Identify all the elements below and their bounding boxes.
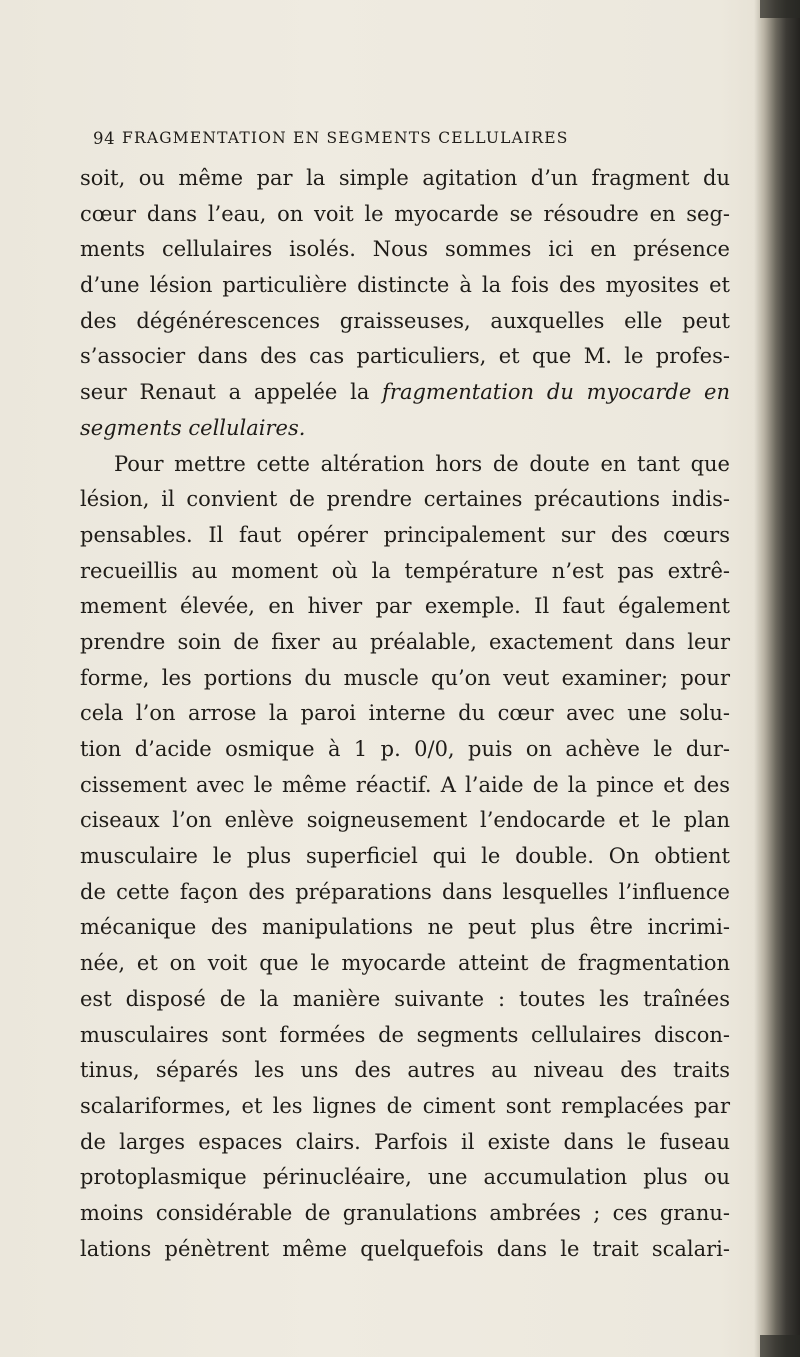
binding-shadow-bottom [760,1335,800,1357]
running-head: FRAGMENTATION EN SEGMENTS CELLULAIRES [122,129,569,147]
text-line: de cette façon des préparations dans lesquelles l’influence [80,879,730,904]
text-line: soit, ou même par la simple agitation d’un fragment du [80,166,730,190]
text-line: recueillis au moment où la température n’est pas extrê- [80,558,730,583]
text-line: pensables. Il faut opérer principalement sur des cœurs [80,522,730,547]
binding-shadow-top [760,0,800,18]
page-binding-edge [754,0,800,1357]
text-line: des dégénérescences graisseuses, auxquelles elle peut [80,308,730,333]
text-line: ciseaux l’on enlève soigneusement l’endocarde et le plan [80,808,730,833]
text-line-start: seur Renaut a appelée la [80,380,370,405]
page-number: 94 [93,129,116,148]
text-line: moins considérable de granulations ambrées ; ces granu- [80,1200,730,1225]
text-line: Pour mettre cette altération hors de doute en tant que [114,451,730,476]
text-line: cela l’on arrose la paroi interne du cœur avec une solu- [80,701,730,726]
text-line: née, et on voit que le myocarde atteint de fragmentation [80,951,730,976]
text-line: ments cellulaires isolés. Nous sommes ici en présence [80,237,730,262]
text-line: mécanique des manipulations ne peut plus être incrimi- [80,915,730,940]
text-line: est disposé de la manière suivante : toutes les traînées [80,986,730,1011]
text-line: tion d’acide osmique à 1 p. 0/0, puis on achève le dur- [80,737,730,761]
text-line: cœur dans l’eau, on voit le myocarde se résoudre en seg- [80,201,730,226]
text-line: d’une lésion particulière distincte à la fois des myosites et [80,273,730,298]
text-line: cissement avec le même réactif. A l’aide de la pince et des [80,772,730,797]
italic-term: fragmentation du myocarde en [382,380,730,405]
body-text [80,161,730,1267]
text-line: mement élevée, en hiver par exemple. Il faut également [80,594,730,619]
text-line [80,375,730,411]
text-line: scalariformes, et les lignes de ciment sont remplacées par [80,1093,730,1118]
italic-term: segments cellulaires. [80,415,306,440]
text-line: forme, les portions du muscle qu’on veut examiner; pour [80,665,730,690]
text-line: tinus, séparés les uns des autres au niveau des traits [80,1058,730,1083]
text-line: protoplasmique périnucléaire, une accumulation plus ou [80,1165,730,1190]
text-line: prendre soin de fixer au préalable, exactement dans leur [80,629,730,654]
text-line [80,411,730,447]
text-line: s’associer dans des cas particuliers, et que M. le profes- [80,344,730,369]
text-line: musculaire le plus superficiel qui le double. On obtient [80,844,730,869]
text-line: lations pénètrent même quelquefois dans le trait scalari- [80,1236,730,1261]
text-line: de larges espaces clairs. Parfois il existe dans le fuseau [80,1129,730,1154]
text-line: musculaires sont formées de segments cellulaires discon- [80,1022,730,1047]
text-line: lésion, il convient de prendre certaines précautions indis- [80,487,730,512]
